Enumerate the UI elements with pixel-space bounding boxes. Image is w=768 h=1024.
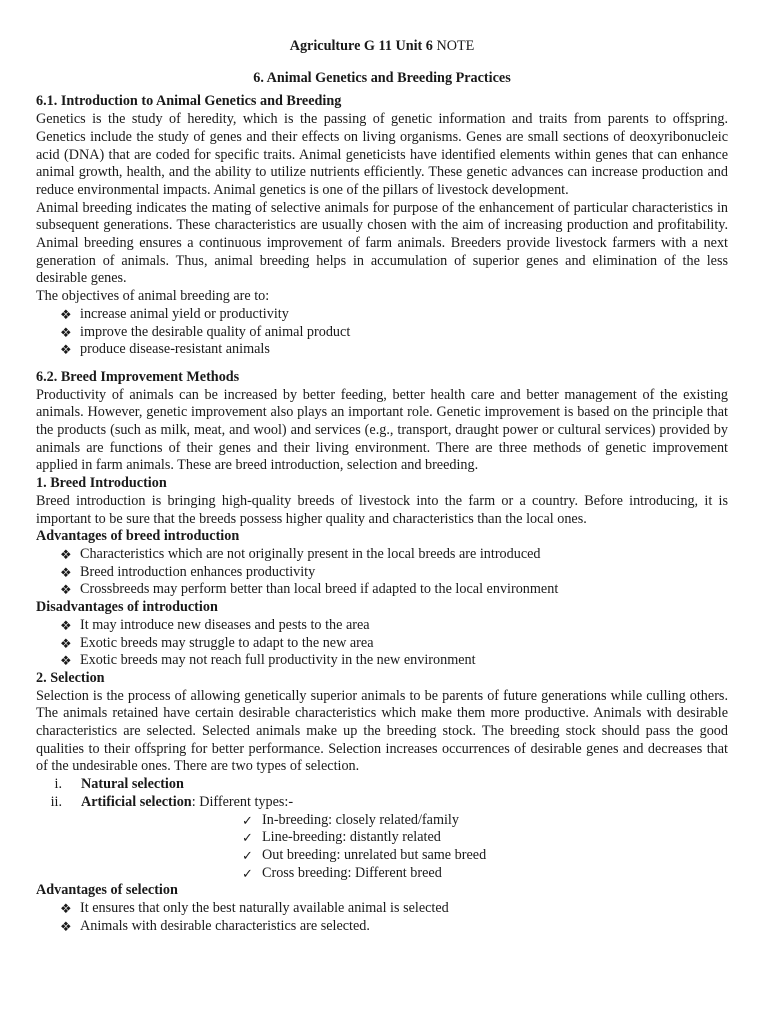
natural-selection-label: Natural selection — [81, 776, 184, 793]
selection-heading: 2. Selection — [36, 669, 105, 686]
list-item: ❖ It may introduce new diseases and pests to the area — [60, 617, 728, 635]
artificial-selection-label: Artificial selection — [81, 793, 192, 810]
advantages-introduction-heading: Advantages of breed introduction — [36, 528, 240, 545]
list-item: ❖ Exotic breeds may struggle to adapt to the new area — [60, 635, 728, 653]
document-title — [36, 38, 728, 56]
genetics-paragraph: Genetics is the study of heredity, which is the passing of genetic information and traits from parents to offspring. Genetics include the study of genes and their effects on living organisms. Genes are small sections of deoxyribonucleic acid (DNA) that are coded for specific traits. Animal geneticists have identified elements within genes that can enhance animal growth, health, and the ability to utilize nutrients efficiently. These genetic advances can increase production and reduce environmental impacts. Animal genetics is one of the pillars of livestock development. — [36, 111, 728, 198]
list-item: ❖ Characteristics which are not originally present in the local breeds are introduced — [60, 546, 728, 564]
list-item: ✓ Line-breeding: distantly related — [242, 829, 728, 847]
list-item — [36, 794, 728, 812]
objectives-list — [36, 306, 728, 359]
list-item: ✓ In-breeding: closely related/family — [242, 812, 728, 830]
improvement-paragraph: Productivity of animals can be increased by better feeding, better health care and better management of the existing animals. However, genetic improvement also plays an important role. Genetic improvement is based on the principle that the products (such as milk, meat, and wool) and services (e.g., transport, draught power or cultural services) provided by animals are functions of their genes and their living environment. There are three methods of genetic improvement applied in farm animals. These are breed introduction, selection and breeding. — [36, 386, 728, 474]
list-item: ✓ Cross breeding: Different breed — [242, 865, 728, 883]
document-title-note: NOTE — [436, 38, 475, 54]
artificial-types-list — [36, 812, 728, 883]
list-item: ❖ improve the desirable quality of animal product — [60, 324, 728, 342]
list-item: ❖ Breed introduction enhances productivity — [60, 564, 728, 582]
disadvantages-introduction-list — [36, 617, 728, 670]
breed-introduction-paragraph: Breed introduction is bringing high-quality breeds of livestock into the farm or a country. Before introducing, it is important to be sure that the breeds possess higher quality and characteristics than the local ones. — [36, 492, 728, 527]
advantages-selection-list — [36, 900, 728, 935]
list-number: ii. — [50, 793, 62, 810]
document-title-main: Agriculture G 11 Unit 6 — [289, 38, 433, 54]
objectives-intro: The objectives of animal breeding are to: — [36, 288, 270, 305]
section-6-1-heading: 6.1. Introduction to Animal Genetics and Breeding — [36, 93, 342, 110]
advantages-introduction-list — [36, 546, 728, 599]
list-item: ✓ Out breeding: unrelated but same breed — [242, 847, 728, 865]
list-item: ❖ Crossbreeds may perform better than local breed if adapted to the local environment — [60, 581, 728, 599]
list-item: ❖ Animals with desirable characteristics are selected. — [60, 918, 728, 936]
breed-introduction-heading: 1. Breed Introduction — [36, 475, 167, 492]
breeding-paragraph: Animal breeding indicates the mating of selective animals for purpose of the enhancement of particular characteristics in subsequent generations. These characteristics are usually chosen with the aim of increasing production and profitability. Animal breeding ensures a continuous improvement of farm animals. Breeders provide livestock farmers with a next generation of animals. Thus, animal breeding helps in accumulation of superior genes and elimination of the less desirable genes. — [36, 199, 728, 287]
list-item: ❖ produce disease-resistant animals — [60, 341, 728, 359]
list-item: ❖ Exotic breeds may not reach full productivity in the new environment — [60, 652, 728, 670]
list-item — [36, 776, 728, 794]
selection-paragraph: Selection is the process of allowing genetically superior animals to be parents of future generations while culling others. The animals retained have certain desirable characteristics which make them more productive. Animals with desirable characteristics are selected. Selected animals make up the breeding stock. The breeding stock should pass the good qualities to their offspring for better performance. Selection increases occurrences of desirable genes and decreases that of the undesirable ones. There are two types of selection. — [36, 687, 728, 775]
selection-types-list — [36, 776, 728, 811]
section-6-2-heading: 6.2. Breed Improvement Methods — [36, 368, 240, 385]
list-number: i. — [54, 776, 62, 793]
advantages-selection-heading: Advantages of selection — [36, 882, 178, 899]
unit-title: 6. Animal Genetics and Breeding Practices — [253, 69, 511, 86]
list-item: ❖ It ensures that only the best naturally available animal is selected — [60, 900, 728, 918]
disadvantages-introduction-heading: Disadvantages of introduction — [36, 599, 218, 616]
list-item: ❖ increase animal yield or productivity — [60, 306, 728, 324]
artificial-selection-suffix: : Different types:- — [191, 793, 294, 810]
